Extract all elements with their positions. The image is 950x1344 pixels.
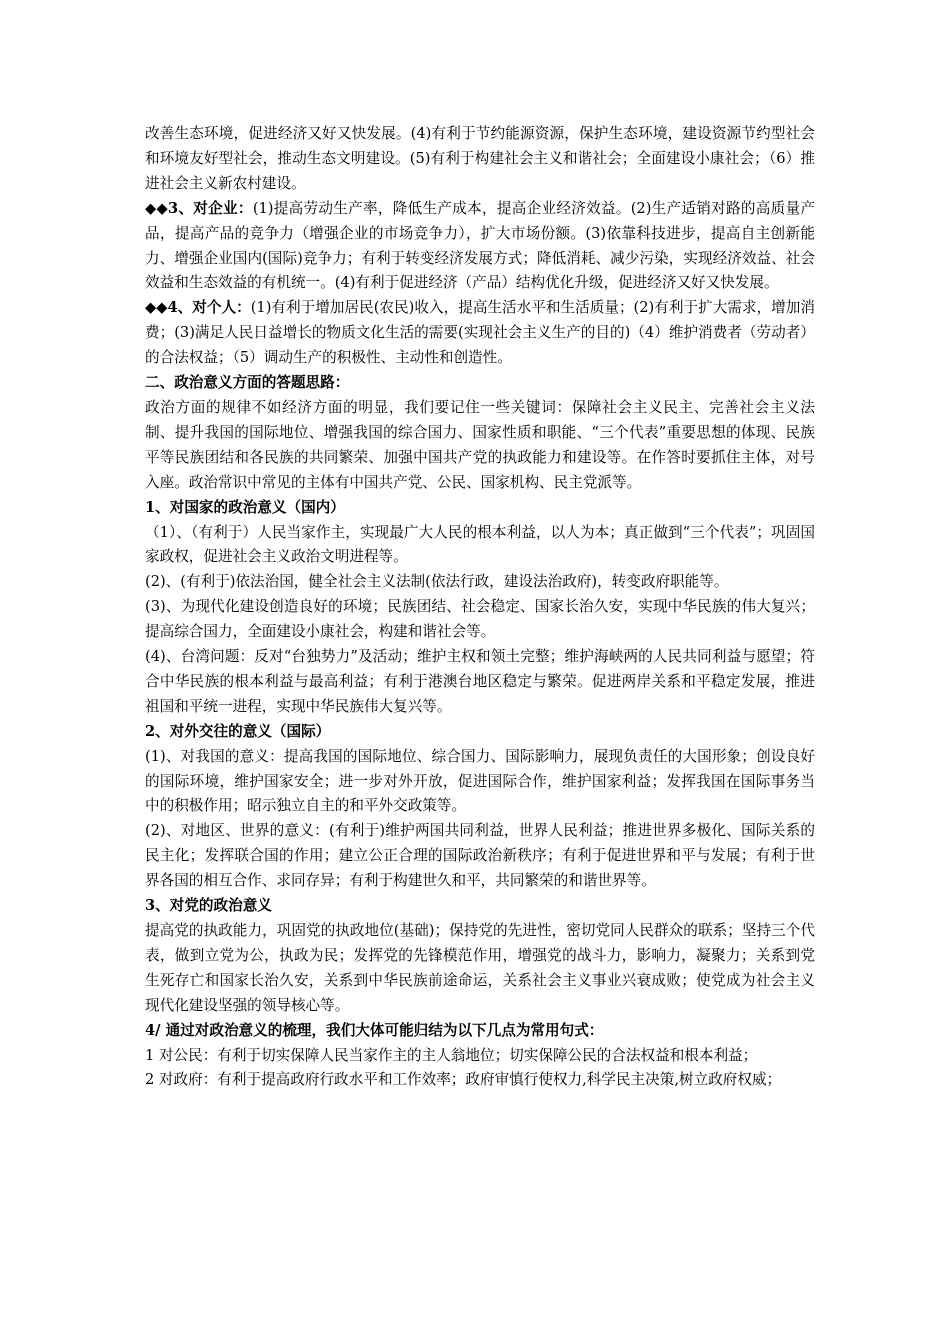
paragraph-national-2: (2)、(有利于)依法治国，健全社会主义法制(依法行政，建设法治政府)，转变政府职能等。 <box>145 573 729 591</box>
paragraph-citizen: 1 对公民：有利于切实保障人民当家作主的主人翁地位；切实保障公民的合法权益和根本利益； <box>145 1046 758 1064</box>
paragraph-national-1: （1）、（有利于）人民当家作主，实现最广大人民的根本利益，以人为本；真正做到“三个代表”；巩固国家政权，促进社会主义政治文明进程等。 <box>145 523 815 566</box>
enterprise-text: (1)提高劳动生产率，降低生产成本，提高企业经济效益。(2)生产适销对路的高质量产品，提高产品的竞争力（增强企业的市场竞争力），扩大市场份额。(3)依靠科技进步，提高自主创新能力、增强企业国内(国际)竞争力；有利于转变经济发展方式；降低消耗、减少污染，实现经济效益、社会效益和生态效益的有机统一。(4)有利于促进经济（产品）结构优化升级，促进经济又好又快发展。 <box>145 199 815 292</box>
heading-summary: 4/ 通过对政治意义的梳理，我们大体可能归结为以下几点为常用句式： <box>145 1021 604 1039</box>
heading-party: 3、对党的政治意义 <box>145 897 272 915</box>
section-heading-political: 二、政治意义方面的答题思路： <box>145 374 350 392</box>
paragraph-enterprise <box>145 197 815 297</box>
heading-enterprise: ◆◆3、对企业： <box>145 199 253 217</box>
paragraph-foreign-1: (1)、对我国的意义：提高我国的国际地位、综合国力、国际影响力，展现负责任的大国形象；创设良好的国际环境，维护国家安全；进一步对外开放，促进国际合作，维护国家利益；发挥我国在国际事务当中的积极作用；昭示独立自主的和平外交政策等。 <box>145 747 815 815</box>
paragraph-foreign-2: (2)、对地区、世界的意义：(有利于)维护两国共同利益，世界人民利益；推进世界多极化、国际关系的民主化；发挥联合国的作用；建立公正合理的国际政治新秩序；有利于促进世界和平与发展；有利于世界各国的相互合作、求同存异；有利于构建世久和平，共同繁荣的和谐世界等。 <box>145 822 815 890</box>
individual-text: (1)有利于增加居民(农民)收入，提高生活水平和生活质量；(2)有利于扩大需求，增加消费；(3)满足人民日益增长的物质文化生活的需要(实现社会主义生产的目的)（4）维护消费者（劳动者）的合法权益；（5）调动生产的积极性、主动性和创造性。 <box>145 299 815 367</box>
heading-foreign: 2、对外交往的意义（国际） <box>145 722 331 740</box>
document-body <box>145 122 815 1093</box>
paragraph-national-3: (3)、为现代化建设创造良好的环境；民族团结、社会稳定、国家长治久安，实现中华民族的伟大复兴；提高综合国力，全面建设小康社会，构建和谐社会等。 <box>145 598 815 641</box>
paragraph-eco-benefits: 改善生态环境，促进经济又好又快发展。(4)有利于节约能源资源，保护生态环境，建设资源节约型社会和环境友好型社会，推动生态文明建设。(5)有利于构建社会主义和谐社会；全面建设小康社会；（6）推进社会主义新农村建设。 <box>145 125 815 192</box>
paragraph-national-4: (4)、台湾问题：反对“台独势力”及活动；维护主权和领土完整；维护海峡两的人民共同利益与愿望；符合中华民族的根本利益与最高利益；有利于港澳台地区稳定与繁荣。促进两岸关系和平稳定发展，推进祖国和平统一进程，实现中华民族伟大复兴等。 <box>145 648 815 715</box>
paragraph-party: 提高党的执政能力，巩固党的执政地位(基础)；保持党的先进性，密切党同人民群众的联系；坚持三个代表，做到立党为公，执政为民；发挥党的先锋模范作用，增强党的战斗力，影响力，凝聚力；关系到党生死存亡和国家长治久安，关系到中华民族前途命运，关系社会主义事业兴衰成败；使党成为社会主义现代化建设坚强的领导核心等。 <box>145 922 815 1014</box>
paragraph-individual <box>145 296 815 371</box>
paragraph-political-intro: 政治方面的规律不如经济方面的明显，我们要记住一些关键词：保障社会主义民主、完善社会主义法制、提升我国的国际地位、增强我国的综合国力、国家性质和职能、“三个代表”重要思想的体现、民族平等民族团结和各民族的共同繁荣、加强中国共产党的执政能力和建设等。在作答时要抓住主体，对号入座。政治常识中常见的主体有中国共产党、公民、国家机构、民主党派等。 <box>145 398 815 491</box>
paragraph-government: 2 对政府：有利于提高政府行政水平和工作效率；政府审慎行使权力,科学民主决策,树立政府权威； <box>145 1071 782 1089</box>
heading-national: 1、对国家的政治意义（国内） <box>145 498 345 516</box>
heading-individual: ◆◆4、对个人： <box>145 299 251 317</box>
